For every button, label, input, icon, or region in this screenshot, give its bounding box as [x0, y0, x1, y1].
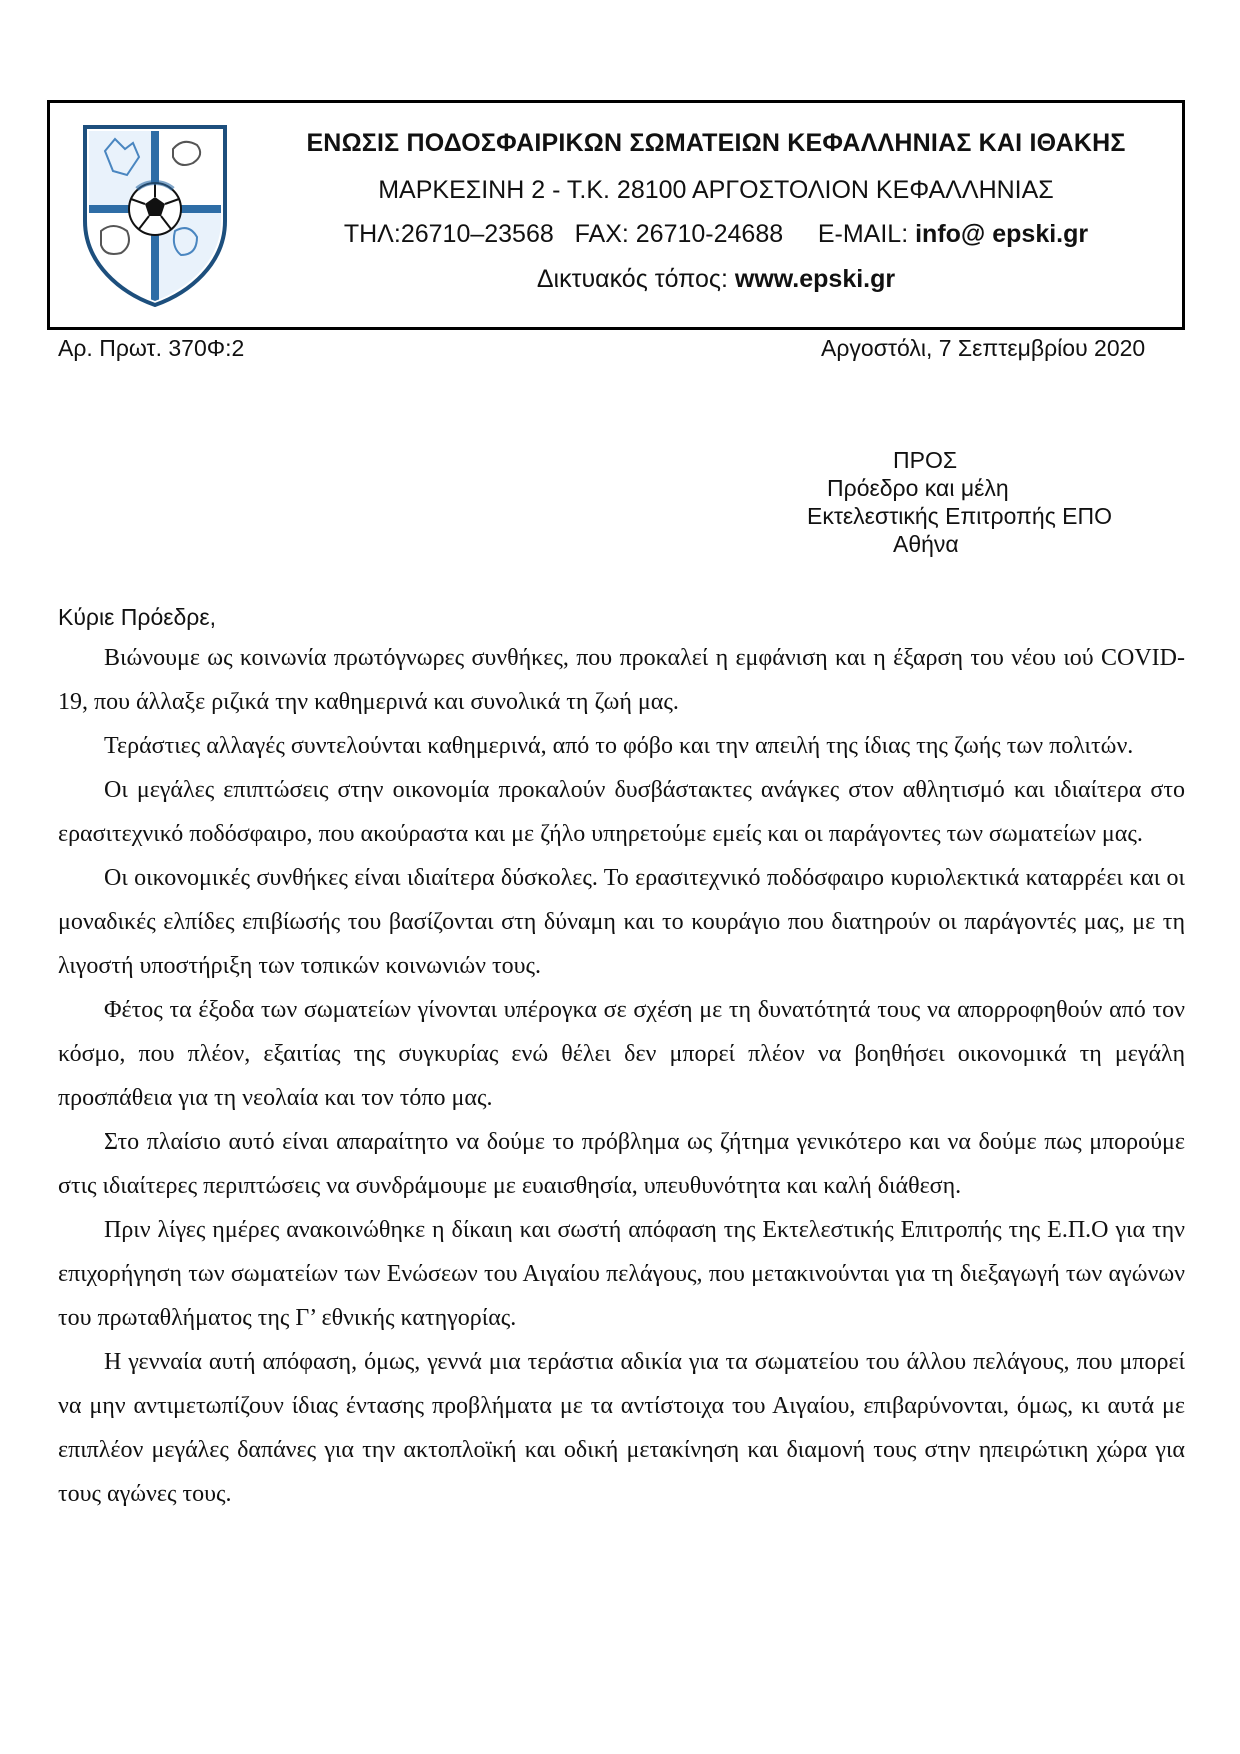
place-date: Αργοστόλι, 7 Σεπτεμβρίου 2020 [821, 335, 1146, 361]
letterhead-text [250, 103, 1182, 327]
paragraph: Οι μεγάλες επιπτώσεις στην οικονομία προκαλούν δυσβάστακτες ανάγκες στον αθλητισμό και ιδιαίτερα στο ερασιτεχνικό ποδόσφαιρο, που ακούραστα και με ζήλο υπηρετούμε εμείς και οι παράγοντες των σωματείων μας. [58, 777, 1185, 847]
recipient-line-1: Πρόεδρο και μέλη [827, 475, 1009, 501]
paragraph: Τεράστιες αλλαγές συντελούνται καθημερινά, από το φόβο και την απειλή της ίδιας της ζωής των πολιτών. [104, 733, 1134, 759]
organization-address: ΜΑΡΚΕΣΙΝΗ 2 - Τ.Κ. 28100 ΑΡΓΟΣΤΟΛΙΟΝ ΚΕΦΑΛΛΗΝΙΑΣ [378, 176, 1054, 204]
paragraph: Οι οικονομικές συνθήκες είναι ιδιαίτερα δύσκολες. Το ερασιτεχνικό ποδόσφαιρο κυριολεκτικά καταρρέει και οι μοναδικές ελπίδες επιβίωσής του βασίζονται στη δύναμη και το κουράγιο που διατηρούν οι παράγοντές μας, με τη λιγοστή υποστήριξη των τοπικών κοινωνιών τους. [58, 865, 1185, 979]
contact-line [250, 220, 1182, 249]
organization-name: ΕΝΩΣΙΣ ΠΟΔΟΣΦΑΙΡΙΚΩΝ ΣΩΜΑΤΕΙΩΝ ΚΕΦΑΛΛΗΝΙΑΣ ΚΑΙ ΙΘΑΚΗΣ [306, 129, 1126, 157]
recipient-to: ΠΡΟΣ [893, 447, 958, 473]
website-link[interactable]: www.epski.gr [734, 265, 896, 293]
phone-number: ΤΗΛ:26710–23568 [343, 220, 554, 248]
email-label: E-MAIL: [817, 220, 909, 248]
recipient-line-2: Εκτελεστικής Επιτροπής ΕΠΟ [807, 503, 1113, 529]
salutation: Κύριε Πρόεδρε, [58, 604, 217, 630]
paragraph: Στο πλαίσιο αυτό είναι απαραίτητο να δούμε το πρόβλημα ως ζήτημα γενικότερο και να δούμε πως μπορούμε στις ιδιαίτερες περιπτώσεις να συνδράμουμε με ευαισθησία, υπευθυνότητα και καλή διάθεση. [58, 1129, 1185, 1199]
letterhead [47, 100, 1185, 330]
website-label: Δικτυακός τόπος: [536, 265, 728, 293]
union-crest-logo [75, 111, 235, 307]
paragraph: Πριν λίγες ημέρες ανακοινώθηκε η δίκαιη και σωστή απόφαση της Εκτελεστικής Επιτροπής της Ε.Π.Ο για την επιχορήγηση των σωματείων των Ενώσεων του Αιγαίου πελάγους, που μετακινούνται για τη διεξαγωγή των αγώνων του πρωταθλήματος της Γ’ εθνικής κατηγορίας. [58, 1217, 1185, 1331]
paragraph: Φέτος τα έξοδα των σωματείων γίνονται υπέρογκα σε σχέση με τη δυνατότητά τους να απορροφηθούν από τον κόσμο, που πλέον, εξαιτίας της συγκυρίας ενώ θέλει δεν μπορεί πλέον να βοηθήσει οικονομικά τη μεγάλη προσπάθεια για τη νεολαία και τον τόπο μας. [58, 997, 1185, 1111]
recipient-city: Αθήνα [893, 531, 959, 557]
website-line [250, 265, 1182, 294]
email-address[interactable]: info@ epski.gr [915, 220, 1089, 248]
letter-body [58, 636, 1185, 1516]
paragraph: Η γενναία αυτή απόφαση, όμως, γεννά μια τεράστια αδικία για τα σωματείου του άλλου πελάγους, που μπορεί να μην αντιμετωπίζουν ίδιας έντασης προβλήματα με τα αντίστοιχα του Αιγαίου, επιβαρύνονται, όμως, κι αυτά με επιπλέον μεγάλες δαπάνες για την ακτοπλοϊκή και οδική μετακίνηση και διαμονή τους στην ηπειρώτικη χώρα για τους αγώνες τους. [58, 1349, 1185, 1507]
protocol-number: Αρ. Πρωτ. 370Φ:2 [58, 335, 245, 361]
fax-number: FAX: 26710-24688 [574, 220, 784, 248]
paragraph: Βιώνουμε ως κοινωνία πρωτόγνωρες συνθήκες, που προκαλεί η εμφάνιση και η έξαρση του νέου ιού COVID-19, που άλλαξε ριζικά την καθημερινά και συνολικά τη ζωή μας. [58, 645, 1185, 715]
